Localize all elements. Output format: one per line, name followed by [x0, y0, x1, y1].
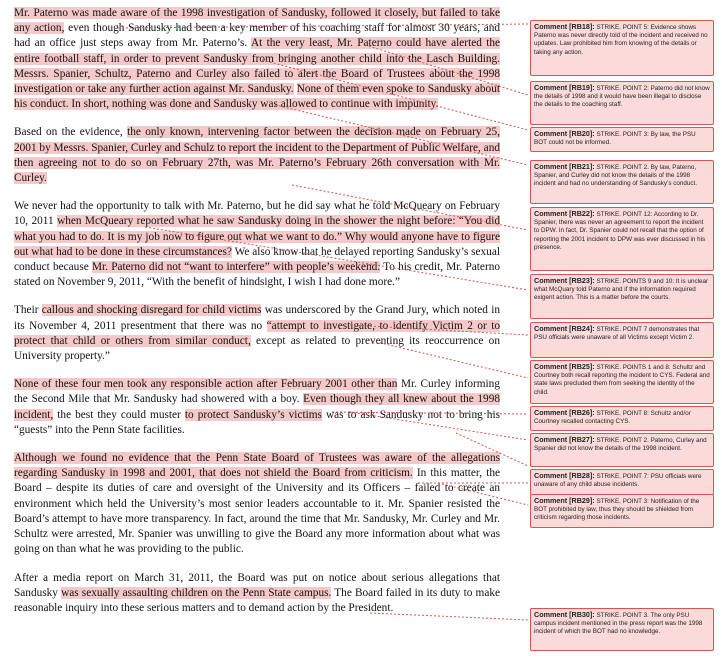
highlighted-text: Even though they all knew about the 1998 incident, — [14, 393, 500, 421]
comment-text: STRIKE. POINT 3. The only PSU campus incident mentioned in the press report was the 1998 incident of which the BOT had no knowledge. — [534, 612, 703, 636]
comment-text: STRIKE. POINT 2. Paterno, Curley and Spanier did not know the details of the 1998 incident. — [534, 437, 707, 453]
comment-text: STRIKE. POINT 5: Evidence shows Paterno was never directly told of the incident and received no updates. Law prohibited him from knowing of the details or taking any action. — [534, 24, 708, 56]
paragraph — [14, 6, 500, 112]
comment-balloon[interactable] — [530, 608, 714, 651]
highlighted-text: “attempt to investigate, to identify Victim 2 or to protect that child or others from similar conduct, — [14, 319, 500, 347]
comment-balloon[interactable] — [530, 127, 714, 152]
body-text: Their — [14, 304, 42, 317]
comment-label: Comment [RB25]: — [534, 362, 595, 371]
body-text: We also know that he delayed reporting Sandusky’s sexual conduct because — [14, 245, 500, 274]
comment-text: STRIKE. POINT 7: PSU officials were unaware of any child abuse incidents. — [534, 473, 702, 489]
comment-balloon[interactable] — [530, 20, 714, 76]
comment-text: STRIKE. POINT 7 demonstrates that PSU officials were unaware of all Victims except Victim 2. — [534, 326, 700, 342]
comment-label: Comment [RB24]: — [534, 324, 595, 333]
comment-label: Comment [RB28]: — [534, 471, 595, 480]
body-text: the best they could muster — [53, 408, 185, 421]
paragraph — [14, 377, 500, 438]
comment-label: Comment [RB23]: — [534, 276, 595, 285]
comment-text: STRIKE. POINT 8: Schultz and/or Courtney recalled contacting CYS. — [534, 410, 691, 426]
highlighted-text: None of them even spoke to Sandusky about his conduct. In short, nothing was done and Sandusky was allowed to continue with impunity. — [14, 83, 500, 111]
body-text: We never had the opportunity to talk with Mr. Paterno, but he did say what he told McQueary on February 10, 2011 — [14, 200, 500, 228]
highlighted-text: Mr. Paterno did not “want to interfere” with people’s weekend. — [91, 261, 381, 274]
comment-label: Comment [RB30]: — [534, 610, 595, 619]
comment-balloon[interactable] — [530, 207, 714, 271]
comment-balloon[interactable] — [530, 160, 714, 204]
body-text: was underscored by the Grand Jury, which noted in its November 4, 2011 presentment that there was no — [14, 304, 500, 332]
comment-label: Comment [RB18]: — [534, 22, 595, 31]
comment-balloon[interactable] — [530, 322, 714, 358]
body-text: In this matter, the Board – despite its duties of care and oversight of the University and its Officers – failed to create an environment which held the University’s most senior leaders accountable to it. Mr. Spanier resisted the Board’s attempt to have more transparency. In fact, around the time that Mr. Sandusky, Mr. Curley and Mr. Schultz were arrested, Mr. Spanier was unwilling to give the Board any more information about what was going on than what he was providing to the public. — [14, 467, 500, 556]
comment-label: Comment [RB29]: — [534, 496, 595, 505]
comments-pane — [530, 0, 722, 663]
body-text: Mr. Curley informing the Second Mile that Mr. Sandusky had showered with a boy. — [14, 378, 500, 406]
highlighted-text: Mr. Paterno was made aware of the 1998 investigation of Sandusky, followed it closely, but failed to take any action, — [14, 7, 500, 35]
comment-text: STRIKE. POINT 2. By law, Paterno, Spanier, and Curley did not know the details of the 1998 incident and had no understanding of Sandusky’s conduct. — [534, 164, 698, 188]
body-text: was to ask Sandusky not to bring his “guests” into the Penn State facilities. — [14, 408, 500, 436]
comment-balloon[interactable] — [530, 406, 714, 431]
paragraph — [14, 451, 500, 557]
comment-balloon[interactable] — [530, 469, 714, 495]
body-text: even though Sandusky had been a key member of his coaching staff for almost 30 years, and had an office just steps away from Mr. Paterno’s. — [14, 22, 500, 50]
paragraph — [14, 571, 500, 617]
body-text: Based on the evidence, — [14, 126, 128, 139]
paragraph — [14, 125, 500, 186]
body-text: After a media report on March 31, 2011, the Board was put on notice about serious allegations that Sandusky — [14, 571, 500, 599]
comment-label: Comment [RB27]: — [534, 435, 595, 444]
comment-balloon[interactable] — [530, 81, 714, 125]
highlighted-text: the only known, intervening factor between the decision made on February 25, 2001 by Messrs. Spanier, Curley and Schulz to report the incident to the Department of Public Welfare, and then agreeing not to do so on February 27th, was Mr. Paterno’s February 26th conversation with Mr. Curley. — [14, 126, 500, 185]
comment-text: STRIKE. POINT 12: According to Dr. Spanier, there was never an agreement to report the incident to DPW. In fact, Dr. Spanier could not recall that the option of reporting the 2001 incident to DPW was ever discussed in his presence. — [534, 211, 706, 251]
highlighted-text: None of these four men took any responsible action after February 2001 other than — [14, 378, 398, 391]
highlighted-text: callous and shocking disregard for child victims — [41, 304, 262, 317]
comment-balloon[interactable] — [530, 433, 714, 467]
comment-label: Comment [RB21]: — [534, 162, 595, 171]
highlighted-text: was sexually assaulting children on the Penn State campus. — [61, 586, 332, 599]
comment-balloon[interactable] — [530, 494, 714, 528]
comment-balloon[interactable] — [530, 360, 714, 404]
comment-text: STRIKE. POINTS 9 and 10: It is unclear what McQuary told Paterno and if the information required exigent action. This is a matter before the courts. — [534, 278, 709, 302]
comment-label: Comment [RB20]: — [534, 129, 595, 138]
comment-text: STRIKE. POINT 3: By law, the PSU BOT could not be informed. — [534, 131, 696, 147]
paragraph — [14, 199, 500, 290]
highlighted-text: when McQueary reported what he saw Sandusky doing in the shower the night before: “You did what you had to do. It is my job now to figure out what we want to do.” Why would anyone have to figure out what had to be done in these circumstances? — [14, 215, 500, 258]
body-text: except as related to preventing its reoccurrence on University property.” — [14, 334, 500, 363]
highlighted-text: to protect Sandusky’s victims — [184, 408, 322, 421]
comment-text: STRIKE. POINT 2: Paterno did not know the details of 1998 and it would have been illegal to disclose the details to the coaching staff. — [534, 85, 710, 109]
comment-text: STRIKE. POINT 3: Notification of the BOT prohibited by law, thus they should be shielded from criticism regarding those incidents. — [534, 498, 700, 522]
document-body — [14, 6, 500, 629]
comment-label: Comment [RB19]: — [534, 83, 595, 92]
paragraph — [14, 303, 500, 364]
body-text: To his credit, Mr. Paterno stated on November 9, 2011, “With the benefit of hindsight, I wish I had done more.” — [14, 261, 500, 289]
highlighted-text: Although we found no evidence that the Penn State Board of Trustees was aware of the allegations regarding Sandusky in 1998 and 2001, that does not shield the Board from criticism. — [14, 452, 500, 480]
comment-balloon[interactable] — [530, 274, 714, 319]
comment-label: Comment [RB22]: — [534, 209, 595, 218]
body-text: The Board failed in its duty to make reasonable inquiry into these serious matters and to demand action by the President. — [14, 586, 501, 614]
comment-label: Comment [RB26]: — [534, 408, 595, 417]
highlighted-text: Messrs. Spanier, Schultz, Paterno and Curley also failed to alert the Board of Trustees about the 1998 investigation or take any further action against Mr. Sandusky. — [14, 67, 500, 96]
highlighted-text: At the very least, Mr. Paterno could have alerted the entire football staff, in order to prevent Sandusky from bringing another child into the Lasch Building. — [14, 37, 500, 65]
comment-text: STRIKE. POINTS 1 and 8: Schultz and Courtney both recall reporting the incident to CYS. Federal and state laws precluded them from seeking the identity of the child. — [534, 364, 710, 396]
